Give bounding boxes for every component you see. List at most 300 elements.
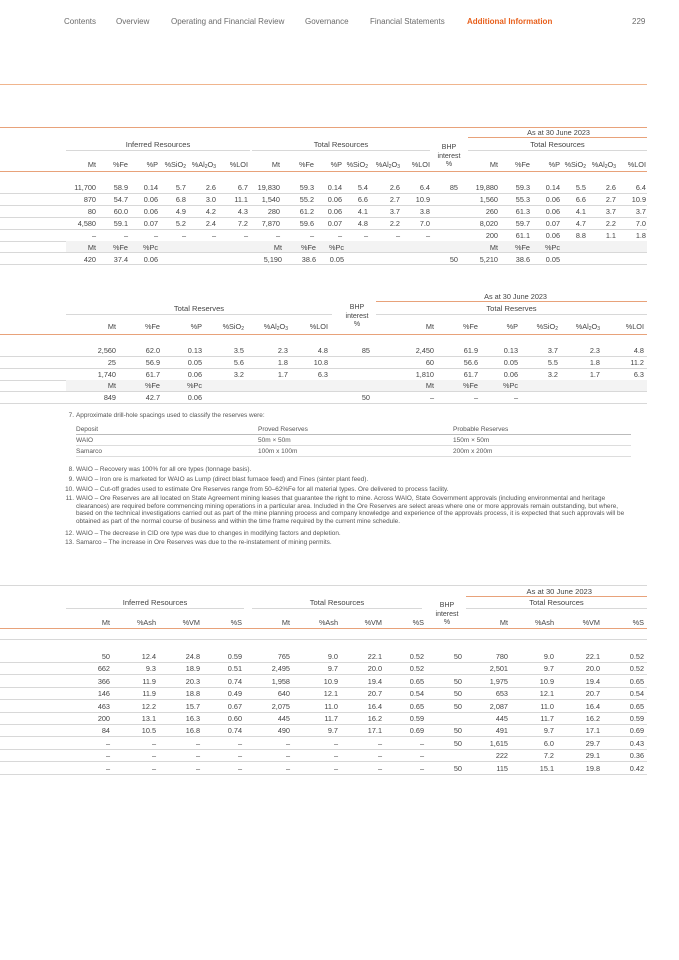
cell-total: 1,740 [97,370,116,379]
cell-total: 0.52 [409,664,424,674]
cell-prior: 6.4 [635,183,646,192]
cell-prior: 6.0 [543,738,554,748]
col-header-inferred: %S [230,618,242,627]
top-navigation [0,0,679,36]
cell-sub: 38.6 [301,255,316,264]
cell-bhp-interest: 85 [449,183,458,192]
cell-total: 3.7 [389,207,400,216]
cell-prior: 20.7 [585,689,600,699]
cell-total: 19,830 [257,183,280,192]
row-rule [0,403,647,404]
header-bottom-rule [0,171,647,172]
col-header-total: %LOI [411,160,430,169]
cell-total: – [425,231,430,240]
cell-total: 16.4 [367,701,382,711]
cell-sub: 420 [83,255,96,264]
cell-prior: 61.7 [463,370,478,379]
row-rule [0,252,647,253]
cell-prior: 17.1 [585,726,600,736]
cell-inferred: 54.7 [113,195,128,204]
cell-inferred: 0.51 [227,664,242,674]
footnote-7: 7. Approximate drill-hole spacings used to classify the reserves were: [68,412,265,419]
cell-prior: 7.2 [543,751,554,761]
cell-inferred: 13.1 [141,714,156,723]
cell-total: 6.3 [317,370,328,379]
table-top-rule [0,585,647,586]
cell-prior: 7.0 [635,219,646,228]
cell-prior: 8.8 [575,231,586,240]
cell-total: 62.0 [145,346,160,355]
row-rule [0,391,647,392]
cell-prior: 445 [495,714,508,723]
bhp-interest-label: interest [435,611,459,618]
drill-spacing-table [76,424,631,457]
cell-prior: 1.1 [605,231,616,240]
cell-bhp-interest: 50 [453,676,462,686]
cell-prior: 6.3 [633,370,644,379]
cell-prior: 59.3 [515,183,530,192]
cell-total: 0.65 [409,701,424,711]
cell-inferred: 2.4 [205,219,216,228]
cell-total: – [395,231,400,240]
cell-inferred: 0.49 [227,689,242,699]
group-rule [468,150,647,151]
cell-prior: 2,087 [489,701,508,711]
col-header-total: %SiO$_2$ [346,160,368,170]
cell-inferred: 10.5 [141,726,156,736]
nav-governance[interactable]: Governance [305,17,349,26]
row-rule [0,761,647,762]
col-header-prior: $\%Al_2O_3$ [575,322,600,332]
cell-sub: 37.4 [113,255,128,264]
cell-inferred: – [151,763,156,773]
cell-inferred: – [153,231,158,240]
cell-inferred: – [195,763,200,773]
bhp-interest-label: % [353,321,361,328]
col-header-total: %S [412,618,424,627]
cell-bhp-interest: 85 [361,346,370,355]
bhp-interest-label: % [443,619,451,626]
col-header-total: %P [330,160,342,169]
cell-bhp-interest: 50 [453,652,462,661]
col-header-prior: %P [506,322,518,331]
cell-inferred: 60.0 [113,207,128,216]
cell-prior: 0.59 [629,714,644,723]
cell-total: 17.1 [367,726,382,736]
col-header-prior: Mt [499,618,508,627]
cell-total: 25 [107,358,116,367]
cell-prior: 29.7 [585,738,600,748]
col-header-total: Mt [107,322,116,331]
cell-prior: 2.3 [589,346,600,355]
cell-inferred: – [151,738,156,748]
col-header-total: %P [190,322,202,331]
col-subheader: %Fe [462,381,478,390]
cell-total: – [285,738,290,748]
cell-total: 445 [277,714,290,723]
cell-prior: 1.7 [589,370,600,379]
col-header-prior: %VM [582,618,600,627]
col-subheader: %Pc [502,381,518,390]
cell-bhp-interest: 50 [361,393,370,402]
cell-prior: 11.0 [540,701,554,711]
cell-prior: 3.7 [605,207,616,216]
cell-prior: 61.1 [515,231,530,240]
cell-inferred: 5.7 [175,183,186,192]
col-header-total: Mt [281,618,290,627]
cell-prior: 0.05 [503,358,518,367]
col-subheader: %Pc [186,381,202,390]
row-rule [0,368,647,369]
cell-total: – [285,751,290,761]
cell-prior: 10.9 [539,676,554,686]
cell-prior: 0.69 [629,726,644,736]
cell-inferred: 146 [97,689,110,699]
cell-prior: 0.43 [629,738,644,748]
cell-total: 2.6 [389,183,400,192]
col-header-inferred: %P [146,160,158,169]
cell-prior: 3.2 [547,370,558,379]
as-at-rule [468,137,647,138]
col-header-total: %Fe [144,322,160,331]
row-rule [0,724,647,725]
cell-inferred: 80 [87,207,96,216]
cell-inferred: 0.74 [227,676,242,686]
cell-total: 0.65 [409,676,424,686]
cell-prior: 0.07 [545,219,560,228]
cell-inferred: 84 [101,726,110,736]
col-header-total: %Ash [318,618,338,627]
nav-operating-financial-review[interactable]: Operating and Financial Review [171,17,285,26]
cell-total: – [309,231,314,240]
cell-inferred: – [105,751,110,761]
col-header-inferred: %Ash [136,618,156,627]
cell-prior: 61.3 [515,207,530,216]
cell-sub: 38.6 [515,255,530,264]
cell-total: 12.1 [323,689,338,699]
cell-total: 55.2 [299,195,314,204]
cell-prior: 4.8 [633,346,644,355]
cell-inferred: – [237,751,242,761]
row-rule [0,699,647,700]
cell-inferred: – [195,738,200,748]
cell-total: 7.0 [419,219,430,228]
cell-prior: 0.52 [629,652,644,661]
cell-inferred: 2.6 [205,183,216,192]
cell-inferred: 15.7 [185,701,200,711]
cell-prior: 6.6 [575,195,586,204]
cell-prior: 60 [425,358,434,367]
row-rule [0,356,647,357]
table-row: Samarco 100m x 100m 200m x 200m [76,446,631,457]
cell-prior: 115 [496,763,508,773]
row-rule [0,674,647,675]
group-inferred-resources: Inferred Resources [125,140,191,149]
row-rule [0,736,647,737]
cell-total: 16.2 [367,714,382,723]
header-bottom-rule [0,334,647,335]
cell-total: 6.4 [419,183,430,192]
cell-total: 4.8 [357,219,368,228]
cell-prior: 0.06 [545,207,560,216]
group-rule [66,608,244,609]
cell-total: 19.4 [367,676,382,686]
col-header-inferred: %VM [182,618,200,627]
cell-inferred: 11.1 [234,195,248,204]
cell-prior: 9.7 [543,664,554,674]
group-rule [252,608,422,609]
cell-prior: 12.1 [539,689,554,699]
col-header-prior: %Fe [514,160,530,169]
col-header-prior: %LOI [627,160,646,169]
cell-inferred: 6.7 [237,183,248,192]
cell-total: 1,540 [261,195,280,204]
cell-prior: 1.8 [589,358,600,367]
cell-total: 9.7 [327,664,338,674]
header-bottom-rule [0,628,647,629]
col-subheader: Mt [425,381,434,390]
col-subheader: Mt [107,381,116,390]
cell-prior: 19.4 [585,676,600,686]
col-header-prior: %S [632,618,644,627]
row-rule [0,774,647,775]
cell-total: 2,560 [97,346,116,355]
cell-total: 2.2 [389,219,400,228]
cell-total: – [419,763,424,773]
cell-prior: 653 [495,689,508,699]
row-rule [0,639,647,640]
cell-sub: 0.06 [143,255,158,264]
row-rule [0,193,647,194]
cell-prior: 0.06 [545,195,560,204]
nav-additional-information[interactable]: Additional Information [467,17,553,26]
section-divider [0,84,647,85]
cell-prior: 1,975 [489,676,508,686]
cell-prior: 16.4 [585,701,600,711]
cell-prior: 0.36 [629,751,644,761]
col-header-prior: %P [548,160,560,169]
cell-inferred: 0.14 [143,183,158,192]
cell-inferred: 24.8 [185,652,200,661]
cell-total: – [377,763,382,773]
cell-inferred: – [243,231,248,240]
cell-total: 56.9 [145,358,160,367]
cell-prior: 11.2 [630,358,644,367]
cell-total: 4.1 [357,207,368,216]
cell-total: 5.4 [357,183,368,192]
cell-total: 1.8 [277,358,288,367]
row-rule [0,687,647,688]
col-subheader: %Fe [300,243,316,252]
col-subheader: %Pc [328,243,344,252]
cell-prior: 260 [485,207,498,216]
as-at-label: As at 30 June 2023 [526,587,592,596]
group-total-reserves-prior: Total Reserves [486,304,537,313]
cell-total: – [275,231,280,240]
cell-total: 0.69 [409,726,424,736]
cell-total: 640 [277,689,290,699]
cell-prior: 200 [485,231,498,240]
page-number: 229 [632,17,646,26]
cell-inferred: – [123,231,128,240]
bhp-interest-label: BHP [349,304,365,311]
col-header-total: %LOI [309,322,328,331]
cell-prior: 19.8 [585,763,600,773]
cell-total: 2,495 [271,664,290,674]
cell-total: – [337,231,342,240]
cell-total: 5.6 [233,358,244,367]
cell-prior: 22.1 [585,652,600,661]
cell-inferred: 20.3 [185,676,200,686]
table-row: WAIO 50m × 50m 150m × 50m [76,435,631,446]
cell-total: 1,958 [271,676,290,686]
col-header-prior: %Ash [534,618,554,627]
cell-inferred: 16.3 [185,714,200,723]
cell-prior: 1,615 [489,738,508,748]
cell-total: 22.1 [367,652,382,661]
cell-prior: 61.9 [463,346,478,355]
cell-sub: 42.7 [145,393,160,402]
cell-inferred: – [105,738,110,748]
group-total-resources-prior: Total Resources [529,598,584,607]
cell-total: – [419,738,424,748]
cell-inferred: – [237,738,242,748]
cell-inferred: – [105,763,110,773]
group-rule [466,608,647,609]
row-rule [0,205,647,206]
cell-inferred: 0.06 [143,207,158,216]
cell-inferred: 7.2 [237,219,248,228]
cell-total: 2.3 [277,346,288,355]
bhp-interest-label: interest [345,313,369,320]
cell-prior: 0.06 [545,231,560,240]
cell-total: 2.7 [389,195,400,204]
cell-prior: 1,810 [415,370,434,379]
cell-inferred: 18.9 [185,664,200,674]
col-subheader: %Fe [112,243,128,252]
as-at-rule [376,301,647,302]
cell-prior: 2.7 [605,195,616,204]
cell-sub: 5,210 [479,255,498,264]
cell-prior: 1,560 [479,195,498,204]
cell-total: 61.2 [299,207,314,216]
group-total-resources: Total Resources [309,598,365,607]
cell-prior: 2,450 [415,346,434,355]
cell-total: 7,870 [261,219,280,228]
cell-inferred: 870 [83,195,96,204]
cell-total: 3.5 [233,346,244,355]
bhp-interest-label: BHP [439,602,455,609]
col-header-prior: Mt [489,160,498,169]
nav-contents[interactable]: Contents [64,17,97,26]
col-header-total: $\%Al_2O_3$ [375,160,400,170]
cell-inferred: 662 [97,664,110,674]
cell-prior: 2.2 [605,219,616,228]
col-header-total: %VM [364,618,382,627]
cell-inferred: 58.9 [113,183,128,192]
col-subheader: %Fe [514,243,530,252]
as-at-rule [466,596,647,597]
cell-prior: 4.1 [575,207,586,216]
footnote-11: 11. WAIO – Ore Reserves are all located on State Agreement mining leases that guarantee the right to mine. Across WAIO, State Government approvals (including environmental and heritage clearances) are required before commencing mining operations in a particular area. Included in the Ore Reserves are select areas where one or more approvals remain outstanding, but where, based on the technical investigations carried out as part of the mine planning process and company knowledge and experience of the approvals process, it is expected that such approvals will be obtained as part of the normal course of business and within the time frame required by the current mine schedule. [65,495,625,525]
col-header-inferred: Mt [87,160,96,169]
bhp-interest-label: % [445,161,453,168]
cell-inferred: 6.8 [175,195,186,204]
cell-inferred: 9.3 [145,664,156,674]
cell-sub: – [473,393,478,402]
cell-inferred: 12.4 [141,652,156,661]
cell-total: 9.0 [327,652,338,661]
cell-inferred: 0.06 [143,195,158,204]
as-at-label: As at 30 June 2023 [527,128,590,137]
cell-prior: 4.7 [575,219,586,228]
cell-sub: – [513,393,518,402]
group-total-reserves: Total Reserves [173,304,225,313]
cell-prior: 1.8 [635,231,646,240]
cell-sub: – [429,393,434,402]
cell-inferred: 0.60 [227,714,242,723]
bhp-interest-label: BHP [441,144,457,151]
cell-total: 3.8 [419,207,430,216]
cell-inferred: – [91,231,96,240]
nav-overview[interactable]: Overview [116,17,150,26]
cell-total: 0.14 [327,183,342,192]
cell-prior: 222 [495,751,508,761]
cell-total: 20.0 [367,664,382,674]
cell-inferred: 4.9 [175,207,186,216]
cell-bhp-interest: 50 [449,255,458,264]
cell-total: 3.2 [233,370,244,379]
col-subheader: Mt [87,243,96,252]
nav-financial-statements[interactable]: Financial Statements [370,17,445,26]
row-rule [0,712,647,713]
group-rule [252,150,430,151]
col-header-prior: %LOI [625,322,644,331]
cell-inferred: 59.1 [113,219,128,228]
cell-total: – [285,763,290,773]
group-inferred-resources: Inferred Resources [122,598,188,607]
cell-total: 11.7 [324,714,338,723]
cell-total: – [363,231,368,240]
cell-prior: 0.52 [629,664,644,674]
cell-prior: 0.65 [629,676,644,686]
cell-inferred: – [195,751,200,761]
cell-prior: 11.7 [540,714,554,723]
footnote-10: 10. WAIO – Cut-off grades used to estimate Ore Reserves range from 50–62%Fe for all material types. Ore delivered to process facility. [65,486,449,493]
cell-total: 0.06 [187,370,202,379]
cell-inferred: 0.59 [227,652,242,661]
cell-bhp-interest: 50 [453,701,462,711]
cell-inferred: 366 [97,676,110,686]
cell-prior: 0.13 [503,346,518,355]
col-subheader: %Fe [144,381,160,390]
cell-sub: 849 [103,393,116,402]
cell-inferred: 4,580 [77,219,96,228]
row-rule [0,217,647,218]
cell-total: 10.9 [323,676,338,686]
col-header-prior: %SiO$_2$ [536,322,558,332]
cell-prior: 56.6 [463,358,478,367]
cell-prior: 0.54 [629,689,644,699]
footnote-12: 12. WAIO – The decrease in CID ore type was due to changes in modifying factors and depletion. [65,530,341,537]
cell-total: – [377,751,382,761]
cell-inferred: 0.74 [227,726,242,736]
col-subheader: Mt [273,243,282,252]
cell-total: 0.06 [327,207,342,216]
cell-prior: 55.3 [515,195,530,204]
col-header-prior: Mt [425,322,434,331]
row-rule [0,229,647,230]
